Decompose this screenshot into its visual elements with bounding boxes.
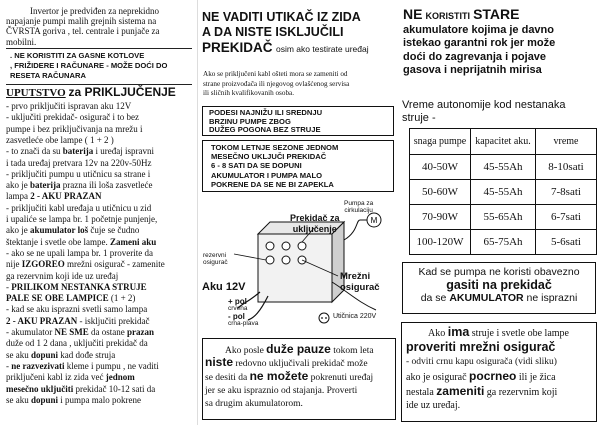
advice-line: DUŽEG POGONA BEZ STRUJE [209,125,321,135]
text-line: - prvo priključiti ispravan aku 12V [6,101,132,111]
battery-label: Aku 12V [202,281,246,293]
advice-line: AKUMULATOR I PUMPA MALO [211,170,323,180]
switch-off-notice: Kad se pumpa ne koristi obavezno gasiti na prekidač da se AKUMULATOR ne isprazni [402,262,596,314]
text-line: ga rezervnim koji ide uz uređaj [6,270,119,281]
socket-icon [282,256,290,264]
title-line: NE VADITI UTIKAČ IZ ZIDA [202,10,361,24]
title-line: A DA NISTE ISKLJUČILI [202,25,344,39]
text-line: PALE SE OBE LAMPICE (1 + 2) [6,293,136,304]
autonomy-table [409,128,597,255]
main-warning-title [202,10,369,57]
text-line: i tada uređaj pretvara 12v na 220v-50Hz [6,157,152,168]
summer-season-box [202,140,394,192]
text-line: se aku dopuni kad dođe struja [6,349,116,360]
heading-prefix: UPUTSTVO [6,87,66,99]
table-row: 100-120W 65-75Ah 5-6sati [410,230,597,255]
text-line: pumpe i bez priključivanja na mrežu i [6,123,143,134]
table-header: vreme [536,129,597,155]
long-pause-box: Ako posle duže pauze tokom leta niste redovno uključivali prekidač može se desiti da ne možete pokrenuti uređaj jer se aku ispraznio od stajanja. Proverti sa drugim akumulatorom. [202,338,396,420]
autonomy-heading: Vreme autonomije kod nestanaka struje - [402,99,566,124]
text-line: RESETA RAČUNARA [10,71,86,80]
text-line: zasvetleće obe lampe ( 1 + 2 ) [6,134,114,145]
advice-line: PODESI NAJNIŽU ILI SREDNJU [209,108,323,117]
text-line: 2 - AKU PRAZAN - isključiti prekidač [6,315,150,326]
note-line: ili sličnih kvalifikovanih osoba. [203,89,295,97]
text-line: . NE KORISTITI ZA GASNE KOTLOVE [10,51,145,60]
text-line: Invertor je predviđen za neprekidno [30,6,159,16]
text-line: - priključiti kabl uređaja u utičnicu u zid [6,202,152,213]
table-row: 70-90W 55-65Ah 6-7sati [410,205,597,230]
text-line: napajanje pumpi malih grejnih sistema na [6,16,157,27]
switch-icon [298,242,306,250]
pump-label: Pumpa za cirkulaciju [344,200,374,214]
text-line: mesečno uključiti prekidač 10-12 sati da [6,383,156,394]
text-line: nije IZGOREO mrežni osigurač - zamenite [6,259,165,270]
spare-fuse-label: rezervni osigurač [203,252,228,266]
table-row: 50-60W 45-55Ah 7-8sati [410,180,597,205]
text-line: - PRILIKOM NESTANKA STRUJE [6,281,147,292]
note-line: strane proizvođača ili njegovog ovlašćenog servisa [203,79,350,88]
text-line: ako je baterija prazna ili loša zasvetleće [6,180,153,191]
text-line: se aku dopuni i pumpa malo pokrene [6,394,142,405]
text-line: duže od 1 2 dana , uključiti prekidač da [6,338,148,349]
text-line: - uključiti prekidač- osigurač i to bez [6,112,139,123]
text-line: ako je akumulator loš čuje se čudno [6,225,140,236]
text-line: , FRIŽIDERE I RAČUNARE - MOŽE DOĆI DO [10,61,168,70]
advice-line: 6 - 8 SATI DA SE DOPUNI [211,161,302,171]
text-line: - to znači da su baterija i uređaj ispravni [6,146,154,157]
table-header: kapacitet aku. [471,129,536,155]
text-line: lampa 2 - AKU PRAZAN [6,191,102,202]
title-note: osim ako testirate uređaj [276,44,369,54]
heading-main: za PRIKLJUČENJE [68,85,176,99]
text-line: mobilni. [6,36,37,47]
note-line: Ako se priključeni kabl ošteti mora se zameniti od [203,70,348,78]
positive-pole-label: + pol crvena [228,297,248,312]
text-line: štektanje i svetle obe lampe. Zameni aku [6,236,157,247]
text-line: priključeni kabl iz zida već jednom [6,372,135,383]
table-header-row [410,129,597,155]
table-row: 40-50W 45-55Ah 8-10sati [410,155,597,180]
instructions-column [0,0,196,425]
title-switch: PREKIDAČ [202,40,273,55]
lamp-icon [266,242,274,250]
text-line: - akumulator NE SME da ostane prazan [6,327,155,337]
text-line: - kad se aku isprazni svetli samo lampa [6,304,148,315]
text-line: i upaliće se lampa br. 1 početnje punjenje, [6,214,158,224]
socket-label: Utičnica 220V [333,313,377,320]
text-line: - ako se ne upali lampa br. 1 proverite da [6,247,153,258]
wall-socket-icon [319,313,329,323]
advice-line: MESEČNO UKLJUČI PREKIDAČ [211,152,327,162]
old-battery-warning: NE KORISTITI STARE akumulatore kojima je davno istekao garantni rok jer može doći do zagrevanja i pojave gasova i neprijatnih mirisa [403,6,556,76]
advice-line: TOKOM LETNJE SEZONE JEDNOM [211,143,339,152]
lamp-icon [282,242,290,250]
negative-pole-label: - pol crna-plava [228,312,259,327]
mains-fuse-label: Mrežni osigurač [340,271,380,293]
pump-speed-box [202,106,394,136]
text-line: - ne razvezivati kleme i pumpu , ne vaditi [6,360,159,371]
advice-line: POKRENE DA SE NE BI ZAPEKLA [211,179,334,189]
switch-label: Prekidač za uključenje [290,213,340,234]
advice-line: BRZINU PUMPE ZBOG [209,116,291,126]
text-line: ČVRSTA goriva , tel. centrale i punjače za [6,26,160,37]
text-line: - priključiti pumpu u utičnicu sa strane i [6,168,151,179]
instructions-heading [6,86,176,100]
table-header: snaga pumpe [410,129,471,155]
fuse-icon [266,256,274,264]
pump-symbol: M [370,216,378,225]
mains-fuse-check-box: Ako ima struje i svetle obe lampe proveriti mrežni osigurač - odviti crnu kapu osigurača (vidi sliku) ako je osigurač pocrneo ili je žica nestala zameniti ga rezervnim koji ide uz uređaj. [401,322,597,422]
divider [6,48,192,49]
